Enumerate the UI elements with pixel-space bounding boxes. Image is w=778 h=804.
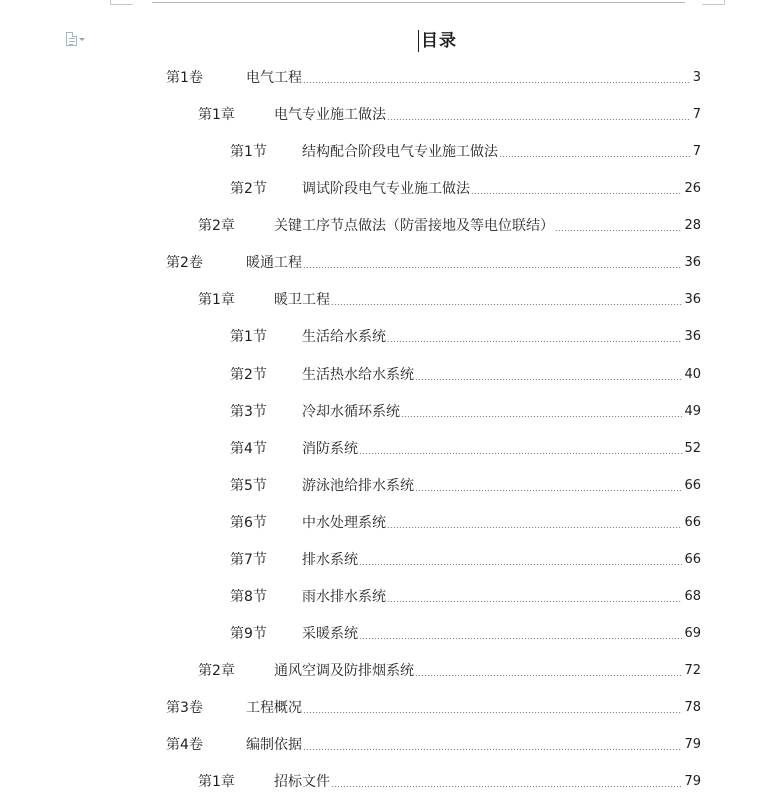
- toc-entry-section[interactable]: [230, 476, 701, 496]
- toc-entry-number: 第4节: [230, 441, 267, 457]
- toc-dot-leader: [331, 786, 682, 787]
- toc-entry-page: 36: [684, 255, 701, 270]
- toc-entry-volume[interactable]: [166, 68, 701, 88]
- toc-dot-leader: [471, 193, 682, 194]
- toc-dot-leader: [401, 416, 682, 417]
- toc-entry-chapter[interactable]: [198, 661, 701, 681]
- toc-entry-page: 68: [684, 589, 701, 604]
- toc-entry-page: 72: [684, 663, 701, 678]
- toc-dot-leader: [303, 82, 691, 83]
- toc-entry-number: 第1节: [230, 329, 267, 345]
- toc-entry-page: 66: [684, 552, 701, 567]
- toc-entry-title: 招标文件: [274, 774, 330, 790]
- toc-entry-number: 第2章: [198, 218, 235, 234]
- toc-entry-title: 结构配合阶段电气专业施工做法: [302, 144, 498, 160]
- toc-entry-page: 79: [684, 737, 701, 752]
- toc-entry-volume[interactable]: [166, 735, 701, 755]
- toc-entry-page: 28: [684, 218, 701, 233]
- toc-entry-page: 7: [692, 144, 701, 159]
- document-options-button[interactable]: [66, 32, 85, 46]
- toc-entry-title: 消防系统: [302, 441, 358, 457]
- toc-entry-number: 第3节: [230, 404, 267, 420]
- toc-entry-number: 第2章: [198, 663, 235, 679]
- toc-dot-leader: [415, 675, 682, 676]
- toc-entry-section[interactable]: [230, 513, 701, 533]
- toc-entry-section[interactable]: [230, 402, 701, 422]
- toc-entry-page: 36: [684, 329, 701, 344]
- toc-entry-section[interactable]: [230, 142, 701, 162]
- toc-dot-leader: [303, 267, 682, 268]
- toc-entry-chapter[interactable]: [198, 216, 701, 236]
- toc-entry-page: 7: [692, 107, 701, 122]
- toc-entry-number: 第1卷: [166, 70, 203, 86]
- page-corner-mark-left: [110, 0, 133, 5]
- toc-dot-leader: [359, 564, 682, 565]
- toc-entry-page: 3: [692, 70, 701, 85]
- toc-entry-section[interactable]: [230, 587, 701, 607]
- toc-dot-leader: [303, 749, 682, 750]
- toc-dot-leader: [331, 304, 682, 305]
- toc-entry-number: 第2卷: [166, 255, 203, 271]
- toc-dot-leader: [387, 601, 682, 602]
- toc-entry-title: 排水系统: [302, 552, 358, 568]
- toc-dot-leader: [415, 490, 682, 491]
- toc-dot-leader: [387, 527, 682, 528]
- toc-heading: 目录: [418, 30, 457, 52]
- toc-entry-section[interactable]: [230, 550, 701, 570]
- toc-entry-section[interactable]: [230, 624, 701, 644]
- toc-entry-title: 采暖系统: [302, 626, 358, 642]
- toc-entry-number: 第4卷: [166, 737, 203, 753]
- toc-entry-number: 第6节: [230, 515, 267, 531]
- toc-entry-title: 调试阶段电气专业施工做法: [302, 181, 470, 197]
- toc-entry-volume[interactable]: [166, 253, 701, 273]
- document-icon: [66, 32, 77, 46]
- toc-entry-number: 第2节: [230, 367, 267, 383]
- toc-entry-section[interactable]: [230, 327, 701, 347]
- toc-entry-title: 暖卫工程: [274, 292, 330, 308]
- toc-entry-page: 36: [684, 292, 701, 307]
- toc-entry-number: 第5节: [230, 478, 267, 494]
- page-corner-mark-right: [702, 0, 725, 5]
- toc-entry-page: 69: [684, 626, 701, 641]
- toc-dot-leader: [387, 341, 682, 342]
- toc-entry-number: 第3卷: [166, 700, 203, 716]
- toc-entry-page: 52: [684, 441, 701, 456]
- toc-entry-title: 关键工序节点做法（防雷接地及等电位联结）: [274, 218, 554, 234]
- toc-entry-number: 第8节: [230, 589, 267, 605]
- toc-entry-page: 79: [684, 774, 701, 789]
- toc-entry-number: 第1章: [198, 774, 235, 790]
- toc-dot-leader: [555, 230, 682, 231]
- toc-entry-chapter[interactable]: [198, 105, 701, 125]
- toc-entry-section[interactable]: [230, 365, 701, 385]
- toc-dot-leader: [499, 156, 691, 157]
- toc-entry-section[interactable]: [230, 179, 701, 199]
- toc-dot-leader: [359, 453, 682, 454]
- toc-entry-title: 冷却水循环系统: [302, 404, 400, 420]
- toc-entry-page: 26: [684, 181, 701, 196]
- toc-entry-page: 66: [684, 478, 701, 493]
- toc-entry-title: 雨水排水系统: [302, 589, 386, 605]
- toc-entry-number: 第7节: [230, 552, 267, 568]
- toc-entry-title: 生活热水给水系统: [302, 367, 414, 383]
- toc-entry-title: 电气工程: [246, 70, 302, 86]
- toc-entry-title: 生活给水系统: [302, 329, 386, 345]
- toc-dot-leader: [387, 119, 691, 120]
- toc-dot-leader: [359, 638, 682, 639]
- toc-entry-number: 第1章: [198, 292, 235, 308]
- toc-entry-volume[interactable]: [166, 698, 701, 718]
- toc-entry-title: 游泳池给排水系统: [302, 478, 414, 494]
- toc-entry-chapter[interactable]: [198, 772, 701, 792]
- toc-entry-page: 78: [684, 700, 701, 715]
- toc-entry-title: 暖通工程: [246, 255, 302, 271]
- toc-dot-leader: [415, 379, 682, 380]
- toc-entry-title: 工程概况: [246, 700, 302, 716]
- toc-entry-page: 40: [684, 367, 701, 382]
- toc-entry-number: 第1章: [198, 107, 235, 123]
- toc-entry-number: 第2节: [230, 181, 267, 197]
- toc-entry-title: 编制依据: [246, 737, 302, 753]
- toc-entry-chapter[interactable]: [198, 290, 701, 310]
- toc-entry-title: 通风空调及防排烟系统: [274, 663, 414, 679]
- toc-entry-title: 电气专业施工做法: [274, 107, 386, 123]
- toc-entry-number: 第9节: [230, 626, 267, 642]
- page-header-rule: [152, 2, 685, 3]
- toc-entry-page: 49: [684, 404, 701, 419]
- toc-entry-title: 中水处理系统: [302, 515, 386, 531]
- toc-entry-number: 第1节: [230, 144, 267, 160]
- toc-entry-section[interactable]: [230, 439, 701, 459]
- toc-entry-page: 66: [684, 515, 701, 530]
- toc-dot-leader: [303, 712, 682, 713]
- chevron-down-icon: [79, 38, 85, 41]
